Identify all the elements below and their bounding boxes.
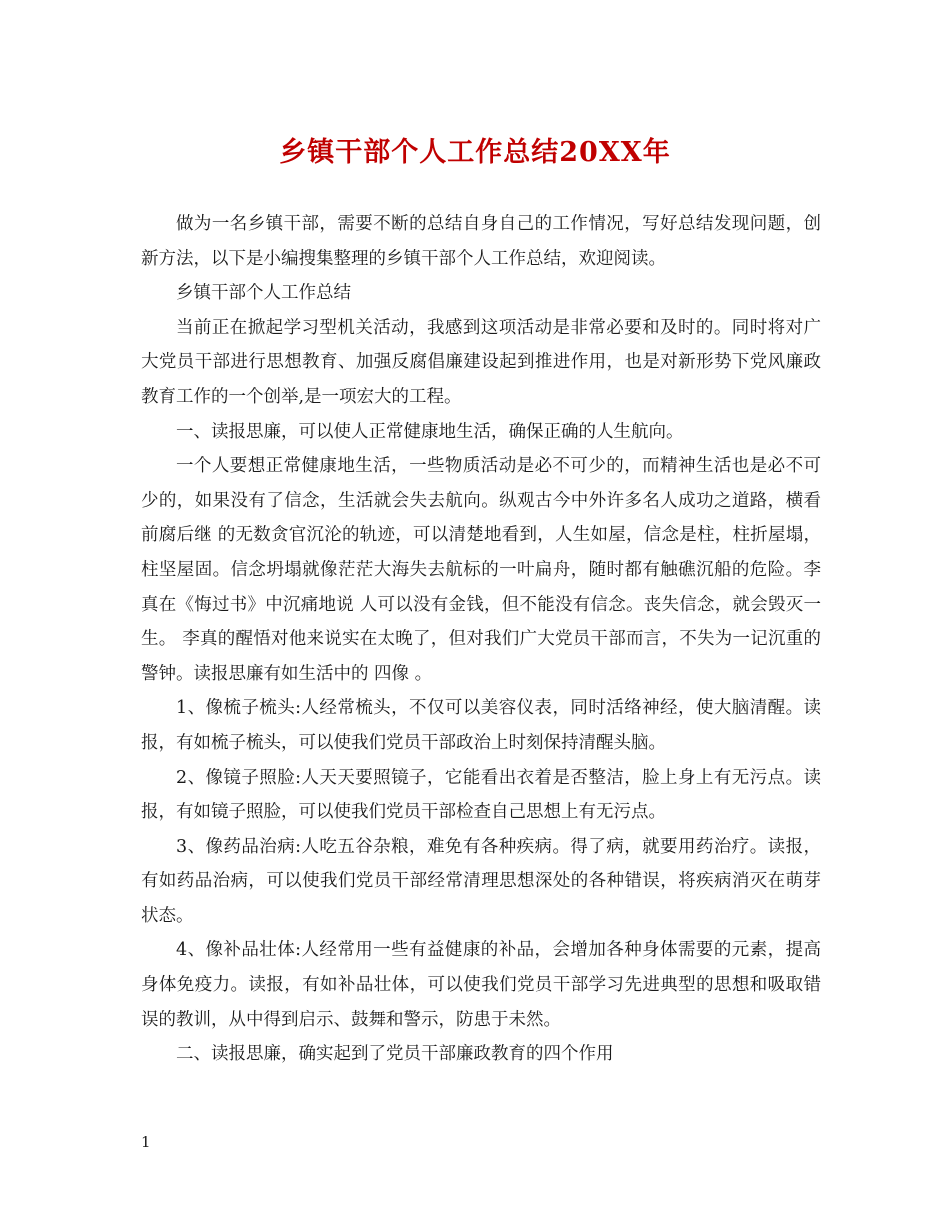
paragraph-intro: 做为一名乡镇干部，需要不断的总结自身自己的工作情况，写好总结发现问题，创新方法，以下是小编搜集整理的乡镇干部个人工作总结，欢迎阅读。 [141, 214, 821, 269]
list-item-medicine: 3、像药品治病:人吃五谷杂粮，难免有各种疾病。得了病，就要用药治疗。读报，有如药品治病，可以使我们党员干部经常清理思想深处的各种错误，将疾病消灭在萌芽状态。 [141, 836, 821, 926]
list-item-comb: 1、像梳子梳头:人经常梳头，不仅可以美容仪表，同时活络神经，使大脑清醒。读报，有如梳子梳头，可以使我们党员干部政治上时刻保持清醒头脑。 [141, 698, 821, 753]
list-item-tonic: 4、像补品壮体:人经常用一些有益健康的补品，会增加各种身体需要的元素，提高身体免疫力。读报，有如补品壮体，可以使我们党员干部学习先进典型的思想和吸取错误的教训，从中得到启示、鼓舞和警示，防患于未然。 [141, 940, 821, 1030]
document-body [141, 207, 821, 1072]
section-heading-two: 二、读报思廉，确实起到了党员干部廉政教育的四个作用 [176, 1044, 614, 1065]
paragraph-background: 当前正在掀起学习型机关活动，我感到这项活动是非常必要和及时的。同时将对广大党员干部进行思想教育、加强反腐倡廉建设起到推进作用，也是对新形势下党风廉政教育工作的一个创举,是一项宏大的工程。 [141, 317, 821, 407]
paragraph-belief: 一个人要想正常健康地生活，一些物质活动是必不可少的，而精神生活也是必不可少的，如果没有了信念，生活就会失去航向。纵观古今中外许多名人成功之道路，横看 前腐后继 的无数贪官沉沦的轨迹，可以清楚地看到，人生如屋，信念是柱，柱折屋塌，柱坚屋固。信念坍塌就像茫茫大海失去航标的一叶扁舟，随时都有触礁沉船的危险。李真在《悔过书》中沉痛地说 人可以没有金钱，但不能没有信念。丧失信念，就会毁灭一生。 李真的醒悟对他来说实在太晚了，但对我们广大党员干部而言，不失为一记沉重的警钟。读报思廉有如生活中的 四像 。 [141, 456, 821, 684]
paragraph-subtitle: 乡镇干部个人工作总结 [176, 283, 351, 304]
page-number: 1 [141, 1133, 151, 1151]
section-heading-one: 一、读报思廉，可以使人正常健康地生活，确保正确的人生航向。 [176, 421, 684, 442]
document-title: 乡镇干部个人工作总结20XX年 [279, 137, 671, 168]
list-item-mirror: 2、像镜子照脸:人天天要照镜子，它能看出衣着是否整洁，脸上身上有无污点。读报，有如镜子照脸，可以使我们党员干部检查自己思想上有无污点。 [141, 767, 821, 823]
